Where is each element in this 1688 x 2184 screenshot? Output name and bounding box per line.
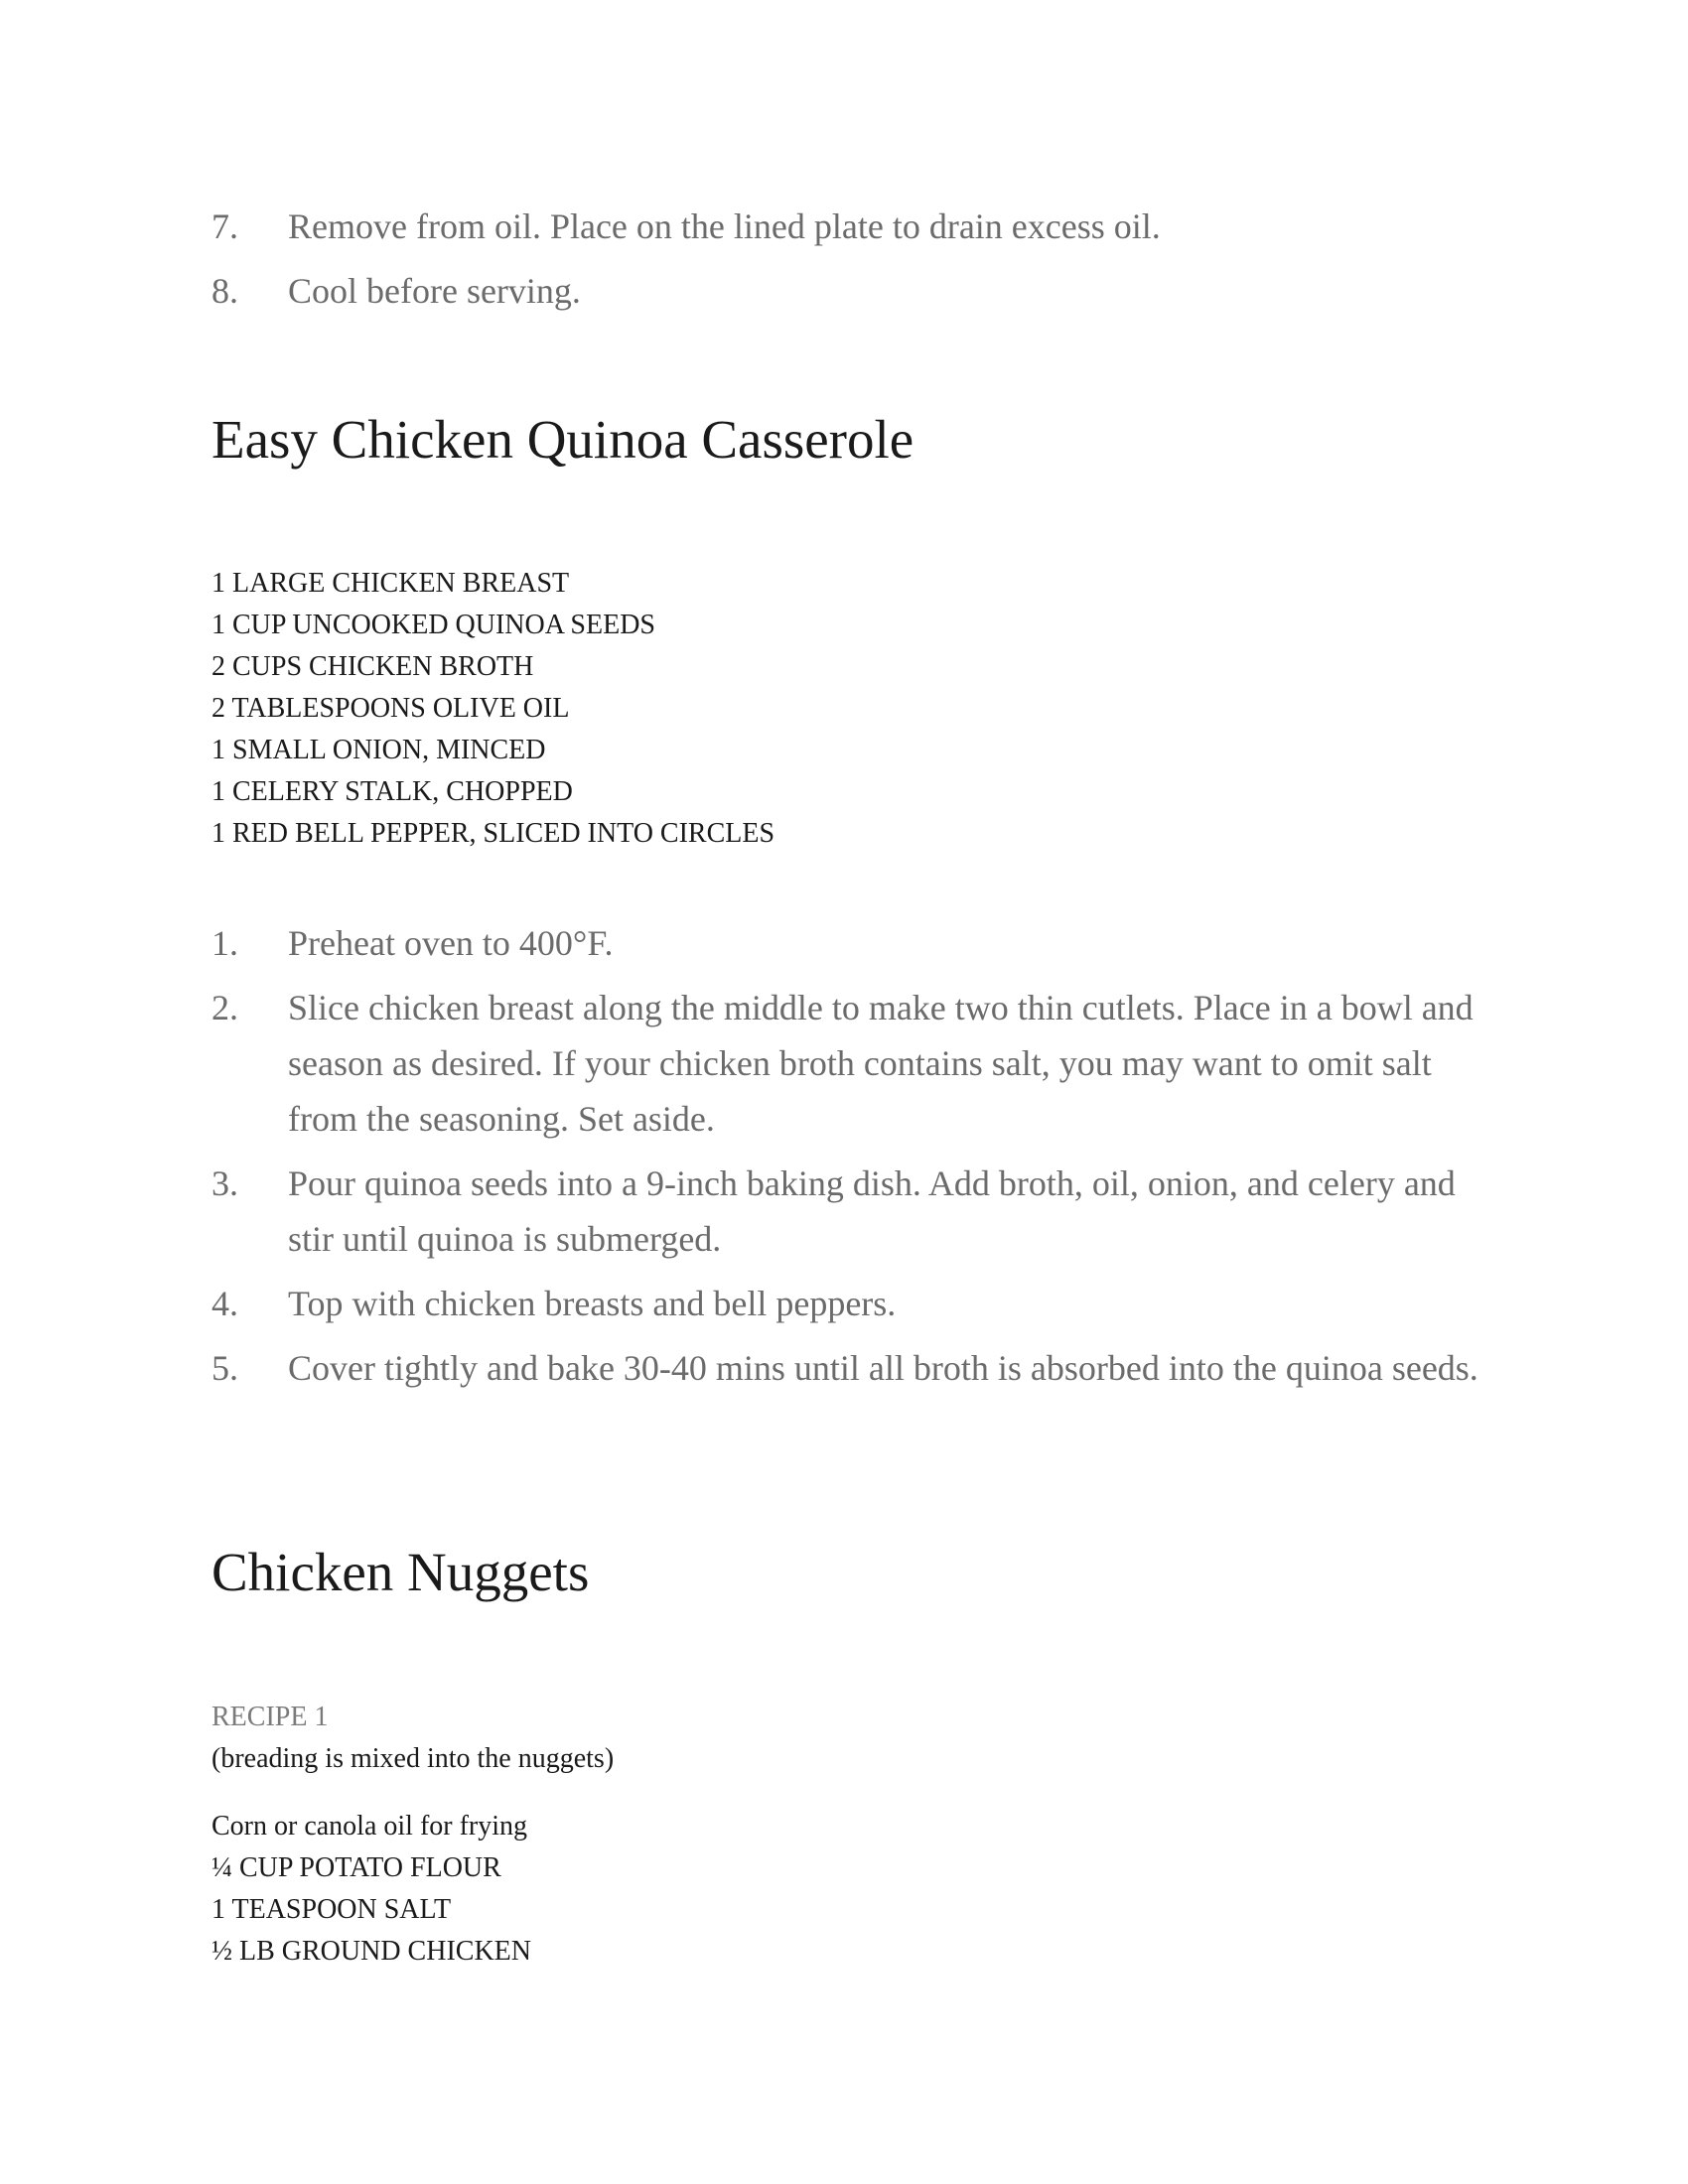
step-item [211,263,1492,319]
step-number: 5. [211,1348,238,1388]
ingredient-item: 1 RED BELL PEPPER, SLICED INTO CIRCLES [211,818,775,849]
step-item [211,915,1492,971]
step-item [211,199,1492,254]
step-item [211,1340,1492,1396]
continued-steps-list [211,199,1492,328]
casserole-ingredients-list [211,563,774,855]
nuggets-title: Chicken Nuggets [211,1542,590,1602]
recipe-note: (breading is mixed into the nuggets) [211,1743,615,1774]
step-text: Pour quinoa seeds into a 9-inch baking dish. Add broth, oil, onion, and celery and stir until quinoa is submerged. [288,1163,1456,1259]
step-number: 1. [211,923,238,963]
step-text: Cool before serving. [288,271,581,311]
step-text: Preheat oven to 400°F. [288,923,614,963]
step-text: Slice chicken breast along the middle to make two thin cutlets. Place in a bowl and season as desired. If your chicken broth contains salt, you may want to omit salt from the seasoning. Set aside. [288,988,1474,1139]
ingredient-item: 1 CUP UNCOOKED QUINOA SEEDS [211,610,655,640]
step-number: 2. [211,988,238,1027]
ingredient-item: 2 CUPS CHICKEN BROTH [211,651,534,682]
step-text: Top with chicken breasts and bell peppers. [288,1284,897,1323]
step-text: Remove from oil. Place on the lined plate to drain excess oil. [288,206,1161,246]
ingredient-item: 1 LARGE CHICKEN BREAST [211,568,570,599]
casserole-steps-list [211,915,1492,1405]
recipe-label: RECIPE 1 [211,1702,329,1732]
casserole-title: Easy Chicken Quinoa Casserole [211,409,914,470]
step-number: 7. [211,206,238,246]
step-item [211,1156,1492,1267]
ingredient-item: 1 TEASPOON SALT [211,1894,452,1925]
step-number: 4. [211,1284,238,1323]
step-text: Cover tightly and bake 30-40 mins until all broth is absorbed into the quinoa seeds. [288,1348,1478,1388]
ingredient-item: 1 SMALL ONION, MINCED [211,735,546,765]
step-item [211,1276,1492,1331]
ingredient-item: 2 TABLESPOONS OLIVE OIL [211,693,570,724]
ingredient-item: Corn or canola oil for frying [211,1811,528,1842]
ingredient-item: 1 CELERY STALK, CHOPPED [211,776,573,807]
step-item [211,980,1492,1147]
step-number: 8. [211,271,238,311]
ingredient-item: ½ LB GROUND CHICKEN [211,1936,531,1967]
nuggets-ingredients-list [211,1806,531,1973]
ingredient-item: ¼ CUP POTATO FLOUR [211,1852,501,1883]
step-number: 3. [211,1163,238,1203]
